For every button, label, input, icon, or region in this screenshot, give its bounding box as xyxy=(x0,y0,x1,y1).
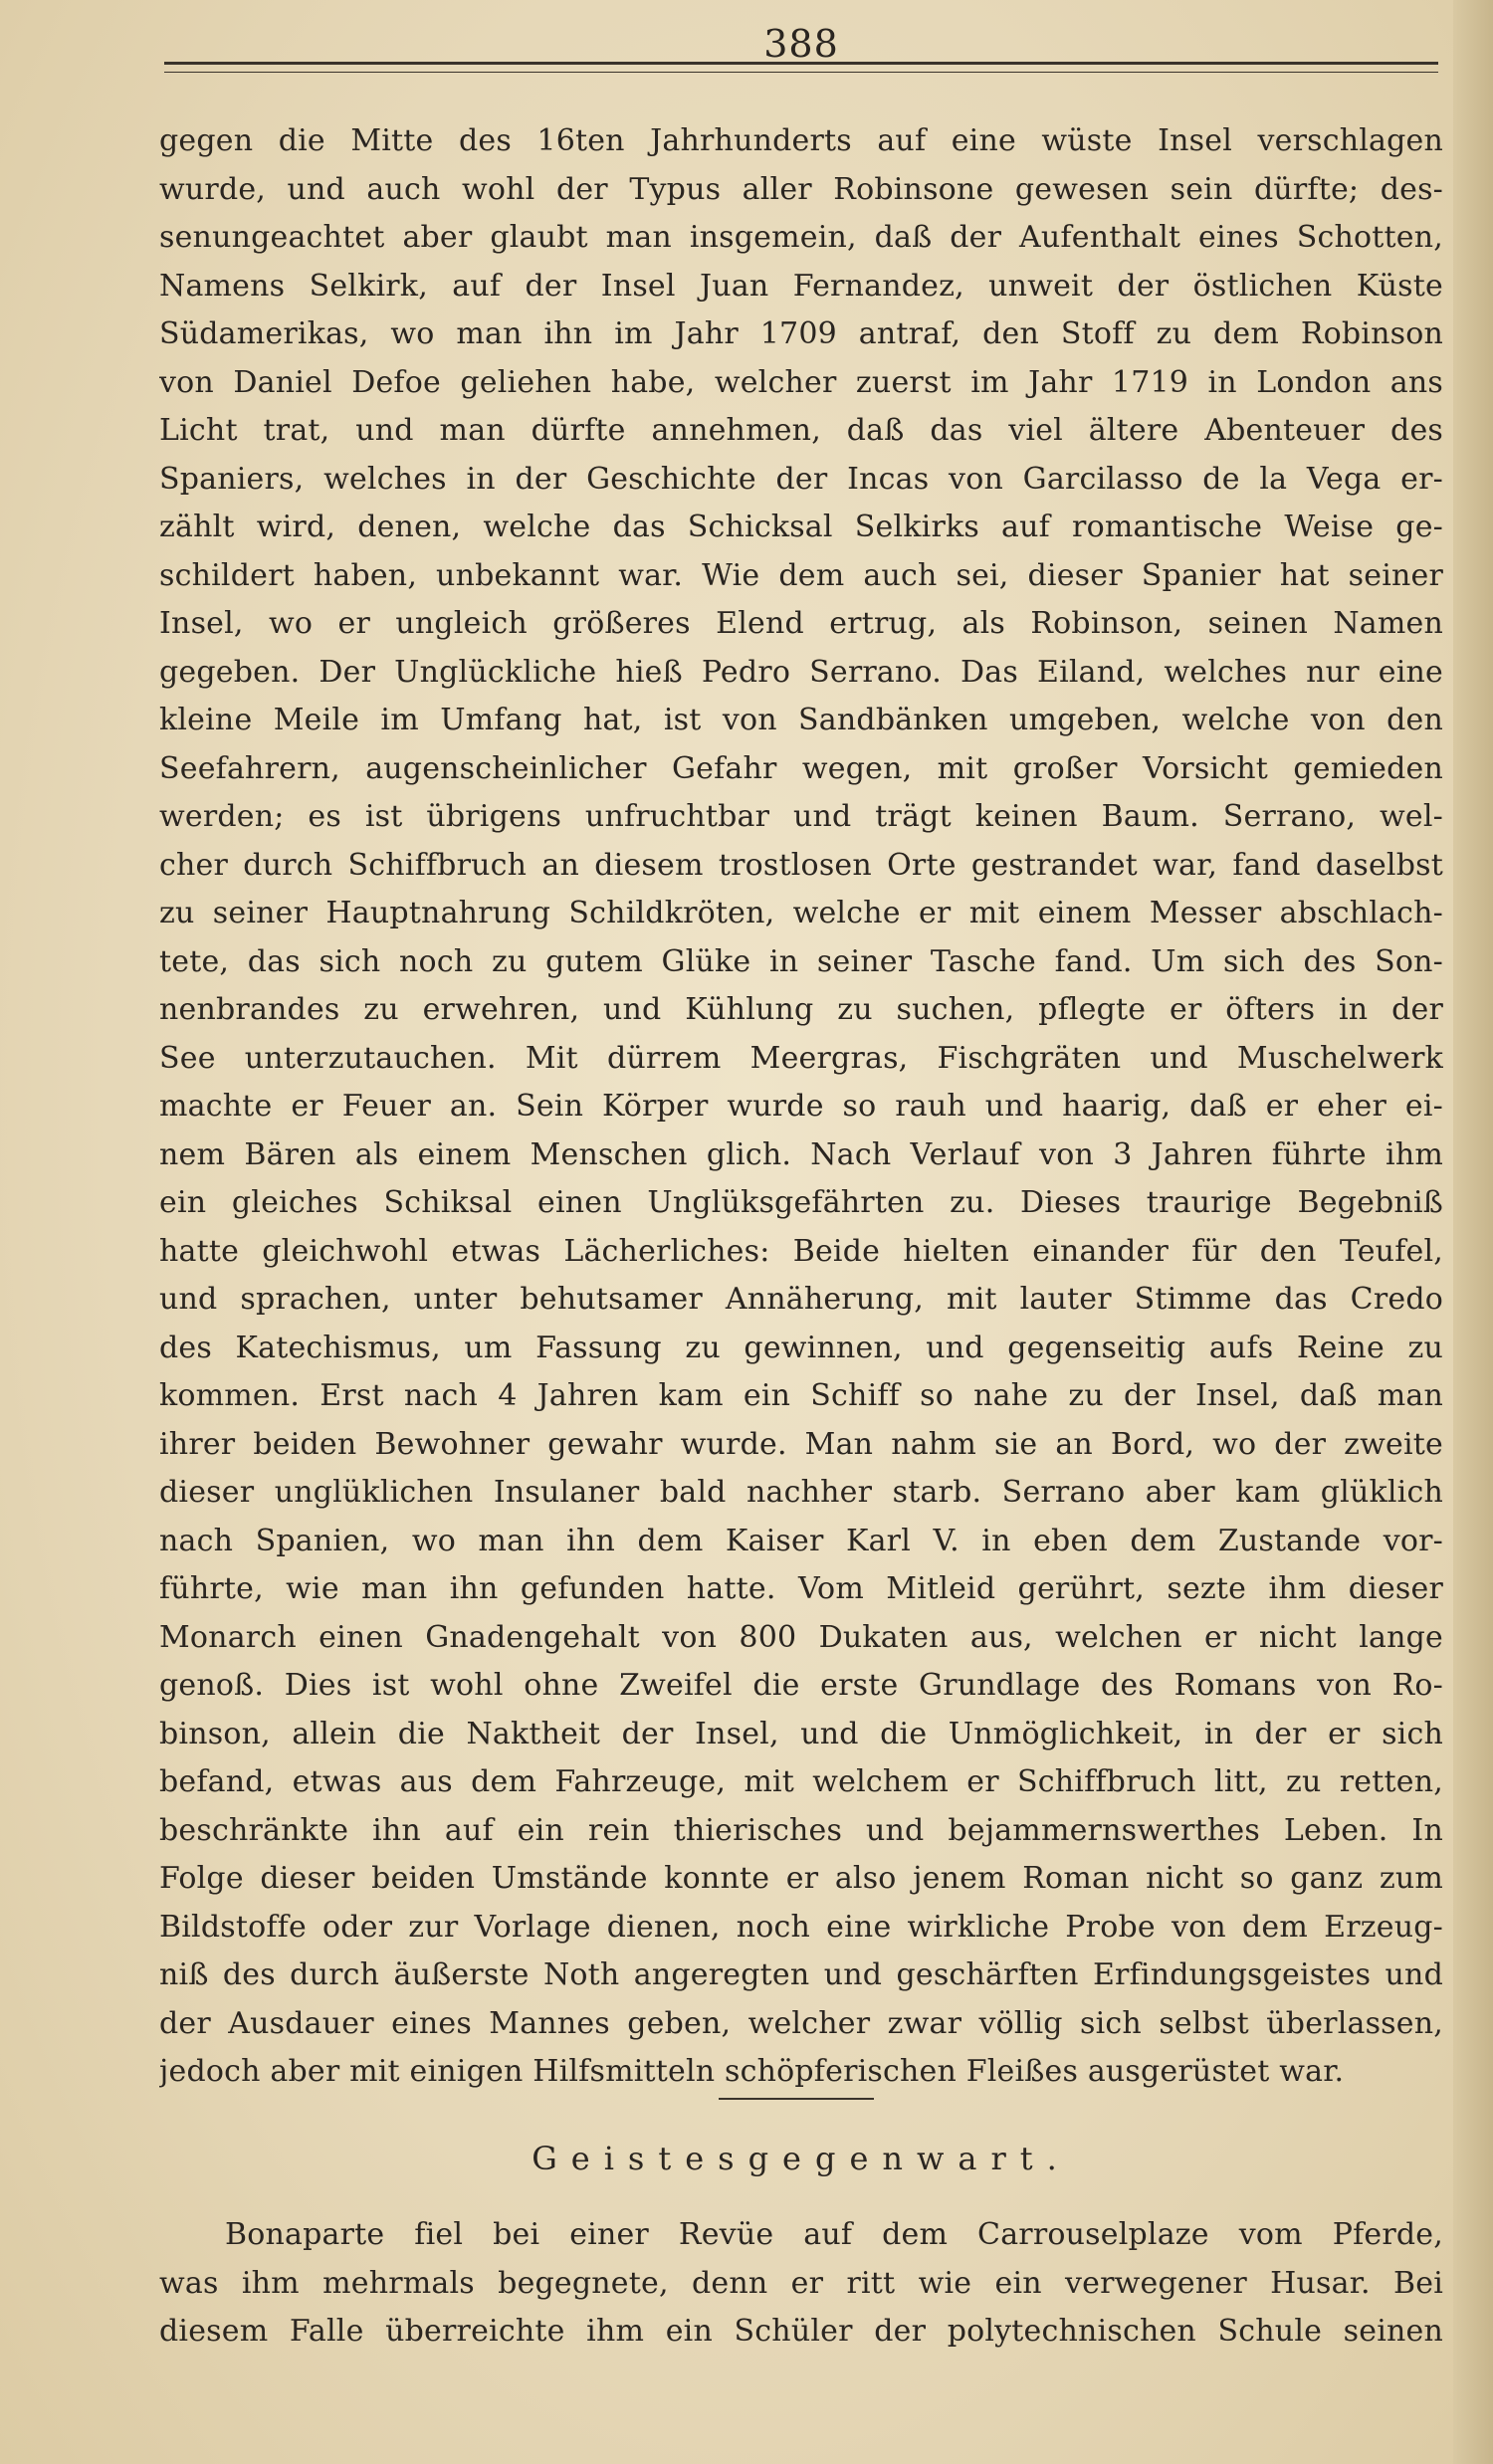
section-title: Geistesgegenwart. xyxy=(532,2140,1071,2177)
text-line: des Katechismus, um Fassung zu gewinnen, und gegenseitig aufs Reine zu xyxy=(159,1330,1443,1365)
text-line: Monarch einen Gnadengehalt von 800 Dukaten aus, welchen er nicht lange xyxy=(159,1619,1443,1655)
text-line: senungeachtet aber glaubt man insgemein, daß der Aufenthalt eines Schotten, xyxy=(159,220,1443,255)
text-line: werden; es ist übrigens unfruchtbar und trägt keinen Baum. Serrano, wel- xyxy=(159,799,1443,834)
text-line: schildert haben, unbekannt war. Wie dem auch sei, dieser Spanier hat seiner xyxy=(159,557,1443,593)
text-line: genoß. Dies ist wohl ohne Zweifel die erste Grundlage des Romans von Ro- xyxy=(159,1668,1443,1703)
text-line: was ihm mehrmals begegnete, denn er ritt wie ein verwegener Husar. Bei xyxy=(159,2265,1443,2301)
text-line: zählt wird, denen, welche das Schicksal Selkirks auf romantische Weise ge- xyxy=(159,510,1443,544)
text-line: kleine Meile im Umfang hat, ist von Sandbänken umgeben, welche von den xyxy=(159,703,1443,737)
text-line: cher durch Schiffbruch an diesem trostlosen Orte gestrandet war, fand daselbst xyxy=(159,847,1443,883)
text-line: ihrer beiden Bewohner gewahr wurde. Man nahm sie an Bord, wo der zweite xyxy=(159,1426,1443,1462)
text-line: zu seiner Hauptnahrung Schildkröten, welche er mit einem Messer abschlach- xyxy=(159,896,1443,930)
text-line: See unterzutauchen. Mit dürrem Meergras, Fischgräten und Muschelwerk xyxy=(159,1040,1443,1076)
text-line: Seefahrern, augenscheinlicher Gefahr wegen, mit großer Vorsicht gemieden xyxy=(159,750,1443,786)
text-line: der Ausdauer eines Mannes geben, welcher zwar völlig sich selbst überlassen, xyxy=(159,2005,1443,2041)
text-line: Bildstoffe oder zur Vorlage dienen, noch eine wirkliche Probe von dem Erzeug- xyxy=(159,1909,1443,1945)
section-divider xyxy=(719,2098,874,2100)
text-line: dieser unglüklichen Insulaner bald nachher starb. Serrano aber kam glüklich xyxy=(159,1475,1443,1510)
text-line: Spaniers, welches in der Geschichte der Incas von Garcilasso de la Vega er- xyxy=(159,461,1443,497)
text-line: und sprachen, unter behutsamer Annäherung, mit lauter Stimme das Credo xyxy=(159,1282,1443,1317)
page-number: 388 xyxy=(763,22,839,66)
text-line: Südamerikas, wo man ihn im Jahr 1709 antraf, den Stoff zu dem Robinson xyxy=(159,316,1443,351)
text-line: beschränkte ihn auf ein rein thierisches und bejammernswerthes Leben. In xyxy=(159,1812,1443,1848)
text-line: wurde, und auch wohl der Typus aller Robinsone gewesen sein dürfte; des- xyxy=(159,171,1443,207)
text-line: ein gleiches Schiksal einen Unglüksgefährten zu. Dieses traurige Begebniß xyxy=(159,1185,1443,1220)
text-line: binson, allein die Naktheit der Insel, und die Unmöglichkeit, in der er sich xyxy=(159,1716,1443,1751)
text-line: Namens Selkirk, auf der Insel Juan Fernandez, unweit der östlichen Küste xyxy=(159,268,1443,304)
text-line: nach Spanien, wo man ihn dem Kaiser Karl V. in eben dem Zustande vor- xyxy=(159,1523,1443,1558)
text-line: nenbrandes zu erwehren, und Kühlung zu suchen, pflegte er öfters in der xyxy=(159,992,1443,1027)
text-line: niß des durch äußerste Noth angeregten und geschärften Erfindungsgeistes und xyxy=(159,1957,1443,1992)
text-line: gegeben. Der Unglückliche hieß Pedro Serrano. Das Eiland, welches nur eine xyxy=(159,654,1443,690)
text-line: Bonaparte fiel bei einer Revüe auf dem Carrouselplaze vom Pferde, xyxy=(225,2217,1443,2252)
text-line: von Daniel Defoe geliehen habe, welcher zuerst im Jahr 1719 in London ans xyxy=(159,364,1443,400)
text-line: jedoch aber mit einigen Hilfsmitteln schöpferischen Fleißes ausgerüstet war. xyxy=(159,2054,1345,2089)
text-line: nem Bären als einem Menschen glich. Nach Verlauf von 3 Jahren führte ihm xyxy=(159,1136,1443,1172)
text-line: Licht trat, und man dürfte annehmen, daß das viel ältere Abenteuer des xyxy=(159,413,1443,448)
header-rule-thin xyxy=(164,72,1438,73)
second-paragraph xyxy=(159,2211,1443,2357)
text-line: gegen die Mitte des 16ten Jahrhunderts auf eine wüste Insel verschlagen xyxy=(159,123,1443,158)
text-line: diesem Falle überreichte ihm ein Schüler der polytechnischen Schule seinen xyxy=(159,2314,1443,2349)
page-edge xyxy=(1453,0,1493,2464)
text-line: Insel, wo er ungleich größeres Elend ertrug, als Robinson, seinen Namen xyxy=(159,606,1443,641)
text-line: führte, wie man ihn gefunden hatte. Vom Mitleid gerührt, sezte ihm dieser xyxy=(159,1571,1443,1606)
header-rule xyxy=(164,62,1438,65)
text-line: hatte gleichwohl etwas Lächerliches: Beide hielten einander für den Teufel, xyxy=(159,1233,1443,1269)
main-paragraph xyxy=(159,117,1443,2097)
text-line: tete, das sich noch zu gutem Glüke in seiner Tasche fand. Um sich des Son- xyxy=(159,943,1443,979)
text-line: befand, etwas aus dem Fahrzeuge, mit welchem er Schiffbruch litt, zu retten, xyxy=(159,1764,1443,1799)
text-line: Folge dieser beiden Umstände konnte er also jenem Roman nicht so ganz zum xyxy=(159,1861,1443,1896)
text-line: machte er Feuer an. Sein Körper wurde so rauh und haarig, daß er eher ei- xyxy=(159,1089,1443,1124)
text-line: kommen. Erst nach 4 Jahren kam ein Schiff so nahe zu der Insel, daß man xyxy=(159,1378,1443,1413)
